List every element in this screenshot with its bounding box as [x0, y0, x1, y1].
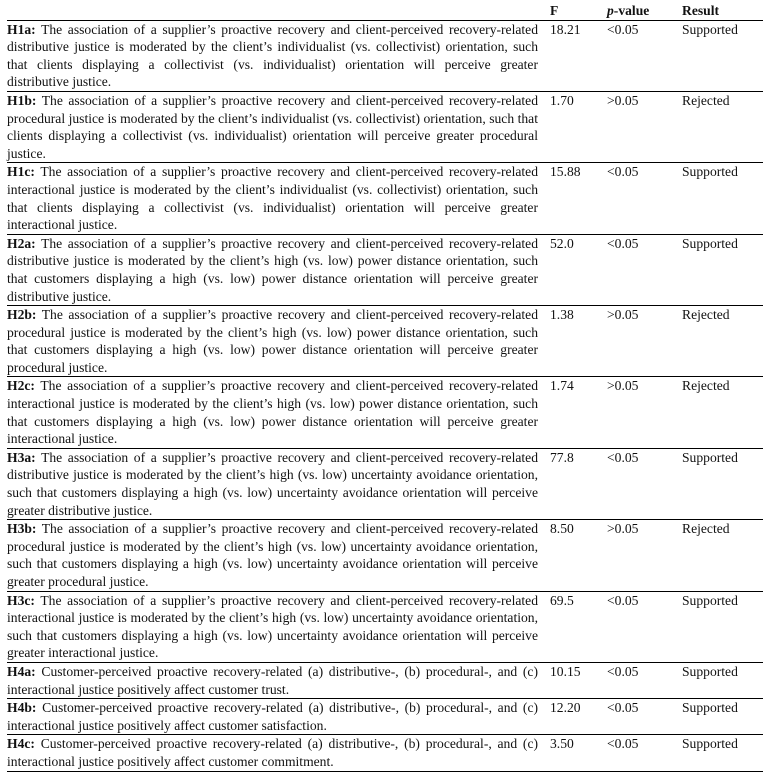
hypotheses-table	[7, 2, 763, 772]
hypothesis-text: Customer-perceived proactive recovery-related (a) distributive-, (b) procedural-, and (c) interactional justice positively affect customer commitment.	[7, 736, 539, 769]
table-body	[7, 20, 763, 771]
result-value: Supported	[678, 20, 763, 91]
hypothesis-id: H2a:	[7, 235, 36, 251]
hypothesis-text: The association of a supplier’s proactive recovery and client-perceived recovery-related distributive justice is moderated by the client’s individualist (vs. collectivist) orientation, such that clients displaying a collectivist (vs. individualist) orientation will perceive greater distributive justice.	[7, 21, 538, 90]
f-value: 10.15	[544, 662, 602, 698]
p-value: >0.05	[602, 91, 678, 162]
table-row	[7, 520, 763, 591]
hypothesis-id: H1a:	[7, 21, 36, 37]
p-value: <0.05	[602, 591, 678, 662]
f-value: 12.20	[544, 699, 602, 735]
result-value: Supported	[678, 163, 763, 234]
table-row	[7, 91, 763, 162]
f-value: 3.50	[544, 735, 602, 771]
hypothesis-id: H1b:	[7, 92, 37, 108]
table-header	[7, 2, 763, 20]
result-value: Rejected	[678, 91, 763, 162]
table-row	[7, 699, 763, 735]
hypothesis-id: H3a:	[7, 449, 36, 465]
hypothesis-id: H2c:	[7, 378, 35, 394]
hypothesis-cell	[7, 591, 544, 662]
header-p-italic: p	[607, 3, 614, 18]
table-row	[7, 234, 763, 305]
result-value: Supported	[678, 735, 763, 771]
f-value: 77.8	[544, 448, 602, 519]
hypothesis-id: H1c:	[7, 164, 35, 180]
table-row	[7, 163, 763, 234]
hypothesis-text: Customer-perceived proactive recovery-related (a) distributive-, (b) procedural-, and (c) interactional justice positively affect customer trust.	[7, 663, 538, 697]
p-value: <0.05	[602, 234, 678, 305]
result-value: Supported	[678, 591, 763, 662]
hypothesis-cell	[7, 91, 544, 162]
table-row	[7, 591, 763, 662]
f-value: 69.5	[544, 591, 602, 662]
hypothesis-cell	[7, 699, 544, 735]
hypothesis-text: The association of a supplier’s proactive recovery and client-perceived recovery-related procedural justice is moderated by the client’s high (vs. low) power distance orientation, such that customers displaying a high (vs. low) power distance orientation will perceive greater procedural justice.	[7, 307, 538, 375]
result-value: Supported	[678, 699, 763, 735]
hypothesis-id: H3c:	[7, 592, 35, 608]
result-value: Rejected	[678, 520, 763, 591]
header-f: F	[544, 2, 602, 20]
hypothesis-text: Customer-perceived proactive recovery-related (a) distributive-, (b) procedural-, and (c) interactional justice positively affect customer satisfaction.	[7, 700, 538, 733]
hypothesis-text: The association of a supplier’s proactive recovery and client-perceived recovery-related interactional justice is moderated by the client’s high (vs. low) uncertainty avoidance orientation, such that customers displaying a high (vs. low) uncertainty avoidance orientation will perceive greater interactional justice.	[7, 592, 538, 661]
table-row	[7, 20, 763, 91]
f-value: 8.50	[544, 520, 602, 591]
f-value: 1.70	[544, 91, 602, 162]
p-value: <0.05	[602, 20, 678, 91]
result-value: Rejected	[678, 306, 763, 377]
hypothesis-cell	[7, 234, 544, 305]
p-value: <0.05	[602, 662, 678, 698]
header-p-value	[602, 2, 678, 20]
hypothesis-id: H4b:	[7, 700, 37, 716]
hypothesis-cell	[7, 20, 544, 91]
hypothesis-cell	[7, 163, 544, 234]
hypothesis-text: The association of a supplier’s proactive recovery and client-perceived recovery-related interactional justice is moderated by the client’s high (vs. low) power distance orientation, such that customers displaying a high (vs. low) power distance orientation will perceive greater interactional justice.	[7, 378, 538, 447]
f-value: 15.88	[544, 163, 602, 234]
hypothesis-id: H4c:	[7, 736, 35, 752]
p-value: >0.05	[602, 520, 678, 591]
hypothesis-text: The association of a supplier’s proactive recovery and client-perceived recovery-related distributive justice is moderated by the client’s high (vs. low) power distance orientation, such that customers displaying a high (vs. low) power distance orientation will perceive greater distributive justice.	[7, 235, 538, 304]
result-value: Supported	[678, 448, 763, 519]
hypothesis-text: The association of a supplier’s proactive recovery and client-perceived recovery-related procedural justice is moderated by the client’s individualist (vs. collectivist) orientation, such that clients displaying a collectivist (vs. individualist) orientation will perceive greater procedural justice.	[7, 92, 538, 161]
table-row	[7, 448, 763, 519]
header-row	[7, 2, 763, 20]
result-value: Supported	[678, 234, 763, 305]
hypothesis-text: The association of a supplier’s proactive recovery and client-perceived recovery-related procedural justice is moderated by the client’s high (vs. low) uncertainty avoidance orientation, such that customers displaying a high (vs. low) uncertainty avoidance orientation will perceive greater procedural justice.	[7, 521, 538, 589]
table-row	[7, 377, 763, 448]
hypothesis-cell	[7, 735, 544, 771]
result-value: Rejected	[678, 377, 763, 448]
table-row	[7, 662, 763, 698]
hypothesis-cell	[7, 520, 544, 591]
result-value: Supported	[678, 662, 763, 698]
p-value: <0.05	[602, 735, 678, 771]
p-value: >0.05	[602, 377, 678, 448]
f-value: 1.38	[544, 306, 602, 377]
table-row	[7, 735, 763, 771]
f-value: 52.0	[544, 234, 602, 305]
p-value: <0.05	[602, 699, 678, 735]
hypothesis-cell	[7, 662, 544, 698]
f-value: 18.21	[544, 20, 602, 91]
p-value: <0.05	[602, 448, 678, 519]
hypothesis-text: The association of a supplier’s proactive recovery and client-perceived recovery-related interactional justice is moderated by the client’s individualist (vs. collectivist) orientation, such that clients displaying a collectivist (vs. individualist) orientation will perceive greater interactional justice.	[7, 164, 538, 233]
f-value: 1.74	[544, 377, 602, 448]
hypothesis-id: H3b:	[7, 521, 37, 537]
hypothesis-cell	[7, 306, 544, 377]
header-hypothesis	[7, 2, 544, 20]
table-row	[7, 306, 763, 377]
header-result: Result	[678, 2, 763, 20]
hypothesis-cell	[7, 448, 544, 519]
hypothesis-text: The association of a supplier’s proactive recovery and client-perceived recovery-related distributive justice is moderated by the client’s high (vs. low) uncertainty avoidance orientation, such that customers displaying a high (vs. low) uncertainty avoidance orientation will perceive greater distributive justice.	[7, 449, 538, 518]
header-p-suffix: -value	[613, 3, 650, 18]
hypothesis-id: H2b:	[7, 307, 37, 323]
hypothesis-id: H4a:	[7, 663, 36, 679]
hypothesis-cell	[7, 377, 544, 448]
p-value: >0.05	[602, 306, 678, 377]
p-value: <0.05	[602, 163, 678, 234]
